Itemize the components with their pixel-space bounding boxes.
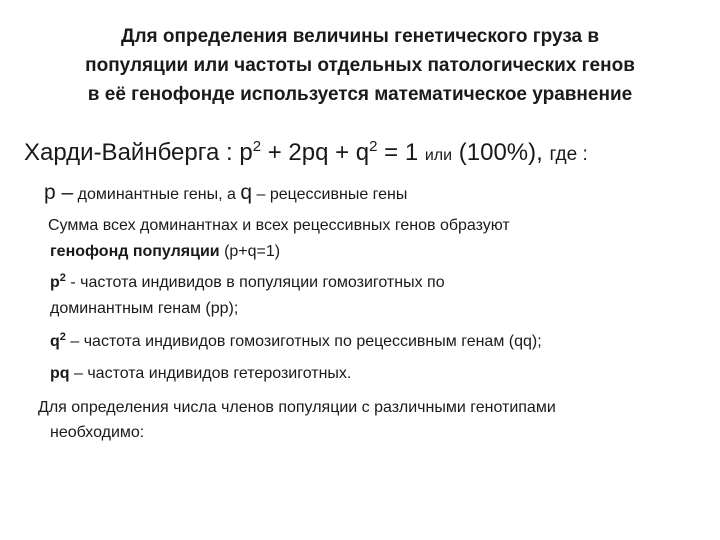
- p-squared-symbol: p: [50, 274, 60, 291]
- gene-pool-sum-line-1: Сумма всех доминантнах и всех рецессивных генов образуют: [48, 217, 510, 234]
- p-squared-text: - частота индивидов в популяции гомозиготных по: [70, 274, 445, 291]
- pq-symbol: pq: [50, 365, 70, 382]
- title-line-2: популяции или частоты отдельных патологических генов: [85, 55, 635, 76]
- title-line-3: в её генофонде используется математическое уравнение: [87, 84, 633, 105]
- pq-text: – частота индивидов гетерозиготных.: [74, 365, 352, 382]
- equation-equals: = 1: [384, 139, 419, 166]
- title-line-1: Для определения величины генетического груза в: [120, 26, 600, 47]
- p-squared-line-1: [50, 272, 445, 294]
- p-squared-line-2: доминантным генам (pp);: [50, 300, 239, 317]
- pq-line: [50, 363, 351, 385]
- equation-exponent-2: 2: [369, 138, 378, 155]
- q-symbol: q: [240, 181, 253, 204]
- allele-definitions: [44, 182, 407, 206]
- gene-pool-sum-line-2: [50, 241, 280, 263]
- q-squared-line: [50, 331, 542, 353]
- p-squared-exponent: 2: [59, 272, 66, 284]
- equation-or: или: [424, 147, 453, 164]
- equation-middle: + 2pq + q: [267, 139, 370, 166]
- equation-where: где :: [549, 144, 588, 165]
- equation-term-p: p: [239, 139, 253, 166]
- equation-name: Харди-Вайнберга :: [24, 139, 233, 166]
- equation-percent: (100%),: [458, 139, 543, 166]
- final-line-1: Для определения числа членов популяции с различными генотипами: [38, 399, 556, 416]
- q-squared-symbol: q: [50, 333, 60, 350]
- equation-exponent-1: 2: [252, 138, 262, 155]
- q-definition: – рецессивные гены: [256, 186, 408, 203]
- p-symbol: p –: [44, 181, 74, 204]
- hardy-weinberg-equation: [24, 138, 588, 171]
- slide-title: [20, 22, 700, 109]
- p-definition: доминантные гены, а: [77, 186, 236, 203]
- gene-pool-term: генофонд популяции: [50, 243, 220, 260]
- final-line-2: необходимо:: [50, 424, 145, 441]
- q-squared-text: – частота индивидов гомозиготных по рецессивным генам (qq);: [70, 333, 542, 350]
- gene-pool-formula: (p+q=1): [224, 243, 281, 260]
- q-squared-exponent: 2: [59, 331, 66, 343]
